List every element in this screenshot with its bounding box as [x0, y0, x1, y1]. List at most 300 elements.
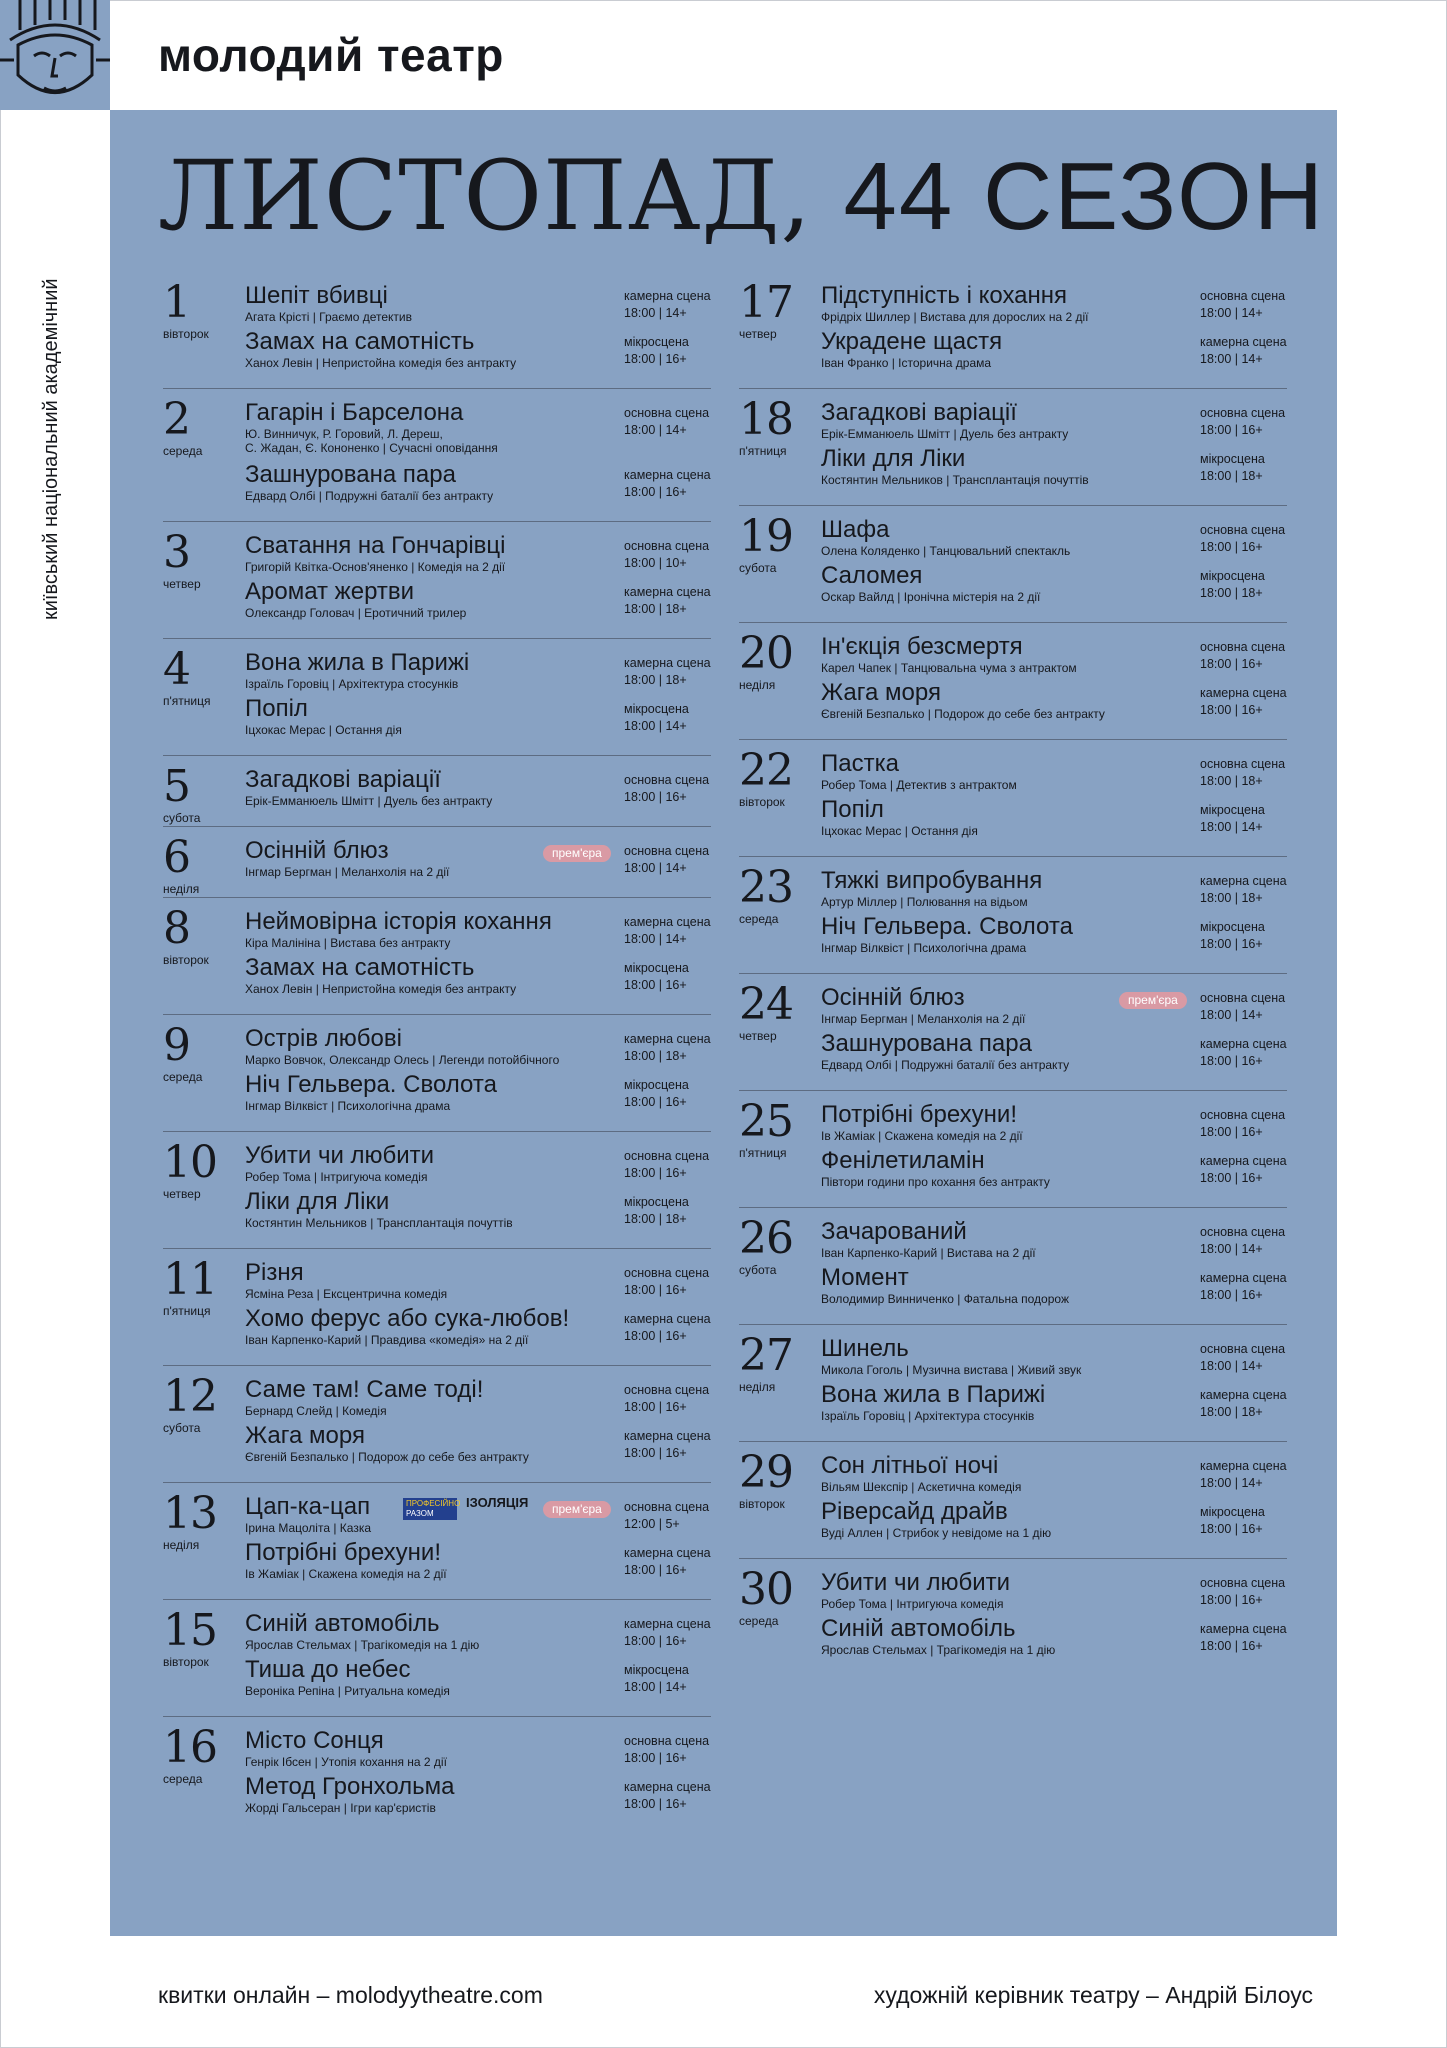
performance-item[interactable]	[163, 527, 711, 578]
performance-venue-time	[624, 334, 689, 368]
venue-name: камерна сцена	[1200, 1622, 1287, 1636]
month-title: ЛИСТОПАД,	[158, 140, 812, 252]
performance-venue-time	[624, 843, 709, 877]
day-weekday: неділя	[163, 882, 200, 896]
artistic-director: художній керівник театру – Андрій Білоус	[873, 1982, 1313, 2008]
venue-name: мікросцена	[624, 1078, 689, 1092]
schedule-column-right	[739, 272, 1287, 1675]
time-age: 18:00 | 14+	[624, 932, 687, 946]
day-block	[739, 272, 1287, 389]
venue-name: основна сцена	[624, 773, 710, 787]
time-age: 18:00 | 16+	[1200, 703, 1263, 717]
performance-item[interactable]	[739, 979, 1287, 1030]
performance-author-genre: Вуді Аллен | Стрибок у невідоме на 1 дію	[821, 1526, 1052, 1540]
performance-item[interactable]	[163, 277, 711, 328]
time-age: 18:00 | 14+	[624, 306, 687, 320]
performance-item[interactable]	[163, 903, 711, 954]
venue-name: камерна сцена	[1200, 335, 1287, 349]
day-weekday: вівторок	[739, 795, 785, 809]
day-block	[739, 1325, 1287, 1442]
performance-author-genre: Іцхокас Мерас | Остання дія	[821, 824, 978, 838]
time-age: 18:00 | 18+	[1200, 469, 1263, 483]
performance-title: Осінній блюз	[821, 984, 965, 1011]
performance-title: Фенілетиламін	[821, 1147, 985, 1174]
venue-name: камерна сцена	[624, 656, 711, 670]
performance-author-genre: Інгмар Вілквіст | Психологічна драма	[245, 1099, 451, 1113]
venue-name: основна сцена	[624, 1149, 710, 1163]
performance-venue-time	[624, 655, 711, 689]
performance-author-genre: Півтори години про кохання без антракту	[821, 1175, 1050, 1189]
performance-author-genre: Ів Жаміак | Скажена комедія на 2 дії	[821, 1129, 1023, 1143]
venue-name: основна сцена	[1200, 1576, 1286, 1590]
day-weekday: середа	[163, 1772, 203, 1786]
performance-item[interactable]	[739, 1030, 1287, 1076]
venue-name: мікросцена	[1200, 1505, 1265, 1519]
performance-venue-time	[624, 914, 711, 948]
performance-title: Зачарований	[821, 1218, 967, 1245]
performance-venue-time	[1200, 1107, 1285, 1141]
premiere-badge: прем'єра	[543, 845, 611, 862]
performance-title: Попіл	[821, 796, 884, 823]
performance-author-genre: Ірина Мацоліта | Казка	[245, 1521, 372, 1535]
performance-author-genre-line2: С. Жадан, Є. Кононенко | Сучасні оповідання	[245, 441, 498, 455]
performance-item[interactable]	[163, 1656, 711, 1702]
day-block	[739, 740, 1287, 857]
venue-name: мікросцена	[1200, 803, 1265, 817]
time-age: 18:00 | 16+	[1200, 1639, 1263, 1653]
performance-item[interactable]	[739, 862, 1287, 913]
day-block	[163, 1015, 711, 1132]
performance-venue-time	[1200, 1153, 1287, 1187]
time-age: 18:00 | 16+	[1200, 1054, 1263, 1068]
venue-name: основна сцена	[1200, 406, 1286, 420]
performance-item[interactable]	[739, 1213, 1287, 1264]
performance-item[interactable]	[739, 796, 1287, 842]
day-block	[163, 1600, 711, 1717]
day-number: 15	[163, 1605, 217, 1656]
performance-item[interactable]	[739, 1264, 1287, 1310]
performance-item[interactable]	[739, 1330, 1287, 1381]
performance-venue-time	[1200, 1575, 1285, 1609]
time-age: 18:00 | 16+	[1200, 423, 1263, 437]
performance-title: Попіл	[245, 695, 308, 722]
venue-name: мікросцена	[624, 1663, 689, 1677]
time-age: 18:00 | 16+	[624, 1095, 687, 1109]
performance-title: Замах на самотність	[245, 328, 475, 355]
performance-item[interactable]	[163, 644, 711, 695]
performance-author-genre: Ів Жаміак | Скажена комедія на 2 дії	[245, 1567, 447, 1581]
time-age: 18:00 | 16+	[624, 1446, 687, 1460]
day-number: 25	[739, 1096, 793, 1147]
day-number: 3	[163, 527, 190, 578]
venue-name: камерна сцена	[1200, 1154, 1287, 1168]
performance-author-genre: Ясміна Реза | Ексцентрична комедія	[245, 1287, 448, 1301]
day-number: 4	[163, 644, 190, 695]
day-number: 20	[739, 628, 793, 679]
performance-venue-time	[1200, 522, 1285, 556]
performance-venue-time	[1200, 451, 1265, 485]
day-block	[163, 1249, 711, 1366]
performance-venue-time	[1200, 1270, 1287, 1304]
day-block	[739, 1559, 1287, 1675]
performance-author-genre: Вероніка Репіна | Ритуальна комедія	[245, 1684, 450, 1698]
performance-venue-time	[1200, 1504, 1265, 1538]
performance-venue-time	[1200, 405, 1285, 439]
venue-name: мікросцена	[624, 961, 689, 975]
day-block	[163, 389, 711, 522]
day-number: 11	[163, 1254, 217, 1305]
performance-item[interactable]	[163, 461, 711, 507]
time-age: 12:00 | 5+	[624, 1517, 680, 1531]
performance-author-genre: Ярослав Стельмах | Трагікомедія на 1 дію	[245, 1638, 480, 1652]
performance-item[interactable]	[163, 328, 711, 374]
performance-item[interactable]	[739, 277, 1287, 328]
time-age: 18:00 | 16+	[624, 1283, 687, 1297]
performance-item[interactable]	[163, 1137, 711, 1188]
performance-title: Гагарін і Барселона	[245, 399, 464, 426]
performance-title: Загадкові варіації	[245, 766, 441, 793]
performance-item[interactable]	[739, 1447, 1287, 1498]
performance-title: Сватання на Гончарівці	[245, 532, 506, 559]
venue-name: основна сцена	[1200, 1225, 1286, 1239]
time-age: 18:00 | 16+	[624, 790, 687, 804]
day-block	[163, 1366, 711, 1483]
time-age: 18:00 | 16+	[624, 1634, 687, 1648]
performance-author-genre: Жорді Гальсеран | Ігри кар'єристів	[245, 1801, 436, 1815]
venue-name: мікросцена	[624, 702, 689, 716]
performance-author-genre: Олена Коляденко | Танцювальний спектакль	[821, 544, 1071, 558]
performance-author-genre: Ярослав Стельмах | Трагікомедія на 1 дію	[821, 1643, 1056, 1657]
time-age: 18:00 | 16+	[624, 1166, 687, 1180]
day-number: 16	[163, 1722, 217, 1773]
performance-title: Аромат жертви	[245, 578, 415, 605]
performance-item[interactable]	[163, 954, 711, 1000]
day-number: 30	[739, 1564, 793, 1615]
day-number: 1	[163, 277, 190, 328]
eu-partner-logo	[403, 1498, 461, 1520]
performance-venue-time	[1200, 334, 1287, 368]
time-age: 18:00 | 16+	[624, 1797, 687, 1811]
performance-item[interactable]	[163, 1020, 711, 1071]
performance-title: Тяжкі випробування	[821, 867, 1043, 894]
time-age: 18:00 | 16+	[1200, 657, 1263, 671]
day-number: 19	[739, 511, 793, 562]
day-number: 17	[739, 277, 793, 328]
time-age: 18:00 | 18+	[1200, 891, 1263, 905]
time-age: 18:00 | 16+	[624, 1563, 687, 1577]
performance-title: Украдене щастя	[821, 328, 1003, 355]
venue-name: основна сцена	[1200, 1342, 1286, 1356]
performance-venue-time	[624, 960, 689, 994]
time-age: 18:00 | 18+	[624, 602, 687, 616]
performance-item[interactable]	[163, 1371, 711, 1422]
day-weekday: четвер	[739, 327, 777, 341]
time-age: 18:00 | 14+	[624, 861, 687, 875]
performance-item[interactable]	[163, 1773, 711, 1819]
day-weekday: п'ятниця	[739, 444, 787, 458]
performance-item[interactable]	[163, 1305, 711, 1351]
performance-title: Ріверсайд драйв	[821, 1498, 1008, 1525]
venue-name: мікросцена	[1200, 920, 1265, 934]
performance-venue-time	[624, 1311, 711, 1345]
performance-author-genre: Володимир Винниченко | Фатальна подорож	[821, 1292, 1069, 1306]
day-weekday: п'ятниця	[739, 1146, 787, 1160]
day-number: 26	[739, 1213, 793, 1264]
performance-author-genre: Робер Тома | Інтригуюча комедія	[821, 1597, 1004, 1611]
day-number: 9	[163, 1020, 190, 1071]
time-age: 18:00 | 16+	[1200, 1171, 1263, 1185]
performance-venue-time	[624, 1194, 689, 1228]
venue-name: основна сцена	[1200, 991, 1286, 1005]
performance-author-genre: Оскар Вайлд | Іронічна містерія на 2 дії	[821, 590, 1041, 604]
tickets-online-link[interactable]: квитки онлайн – molodyytheatre.com	[158, 1982, 543, 2008]
venue-name: основна сцена	[1200, 289, 1286, 303]
time-age: 18:00 | 14+	[624, 719, 687, 733]
time-age: 18:00 | 16+	[624, 1751, 687, 1765]
time-age: 18:00 | 16+	[624, 1329, 687, 1343]
day-weekday: середа	[739, 912, 779, 926]
performance-item[interactable]	[739, 1564, 1287, 1615]
day-weekday: субота	[739, 561, 777, 575]
performance-title: Підступність і кохання	[821, 282, 1068, 309]
performance-item[interactable]	[739, 745, 1287, 796]
performance-item[interactable]	[163, 1722, 711, 1773]
performance-author-genre: Костянтин Мельников | Трансплантація почуттів	[245, 1216, 513, 1230]
time-age: 18:00 | 18+	[624, 673, 687, 687]
performance-title: Замах на самотність	[245, 954, 475, 981]
day-block	[163, 1132, 711, 1249]
performance-author-genre: Ізраїль Горовіц | Архітектура стосунків	[821, 1409, 1035, 1423]
eu-logo-line2: РАЗОМ	[406, 1509, 434, 1518]
day-weekday: субота	[163, 811, 201, 825]
performance-author-genre: Едвард Олбі | Подружні баталії без антракту	[821, 1058, 1070, 1072]
performance-venue-time	[624, 405, 709, 439]
performance-item[interactable]	[163, 1422, 711, 1468]
performance-item[interactable]	[739, 562, 1287, 608]
performance-item[interactable]	[739, 913, 1287, 959]
performance-item[interactable]	[163, 761, 711, 812]
day-number: 8	[163, 903, 190, 954]
day-number: 27	[739, 1330, 793, 1381]
performance-item[interactable]	[163, 1605, 711, 1656]
day-block	[739, 506, 1287, 623]
day-weekday: середа	[163, 444, 203, 458]
time-age: 18:00 | 16+	[1200, 1522, 1263, 1536]
performance-item[interactable]	[739, 1096, 1287, 1147]
day-block	[163, 898, 711, 1015]
performance-venue-time	[1200, 1458, 1287, 1492]
performance-venue-time	[1200, 1387, 1287, 1421]
day-weekday: субота	[163, 1421, 201, 1435]
performance-title: Острів любові	[245, 1025, 402, 1052]
performance-venue-time	[1200, 568, 1265, 602]
theatre-logo-icon	[0, 0, 110, 110]
performance-venue-time	[624, 1662, 689, 1696]
performance-venue-time	[624, 538, 709, 572]
day-block	[163, 272, 711, 389]
time-age: 18:00 | 14+	[624, 1680, 687, 1694]
venue-name: камерна сцена	[1200, 686, 1287, 700]
venue-name: основна сцена	[1200, 523, 1286, 537]
venue-name: камерна сцена	[624, 1312, 711, 1326]
venue-name: основна сцена	[624, 1734, 710, 1748]
day-weekday: п'ятниця	[163, 1304, 211, 1318]
day-block	[739, 1091, 1287, 1208]
time-age: 18:00 | 14+	[1200, 1242, 1263, 1256]
performance-title: Ніч Гельвера. Сволота	[821, 913, 1073, 940]
day-number: 23	[739, 862, 793, 913]
page-title	[158, 140, 1325, 252]
performance-venue-time	[624, 1545, 711, 1579]
performance-item[interactable]	[739, 679, 1287, 725]
performance-venue-time	[1200, 685, 1287, 719]
performance-item[interactable]	[739, 394, 1287, 445]
performance-title: Вона жила в Парижі	[821, 1381, 1046, 1408]
performance-venue-time	[624, 1779, 711, 1813]
performance-venue-time	[1200, 1341, 1285, 1375]
performance-item[interactable]	[739, 1147, 1287, 1193]
time-age: 18:00 | 18+	[624, 1049, 687, 1063]
day-weekday: вівторок	[163, 953, 209, 967]
performance-title: Неймовірна історія кохання	[245, 908, 552, 935]
day-weekday: п'ятниця	[163, 694, 211, 708]
venue-name: камерна сцена	[624, 1617, 711, 1631]
performance-venue-time	[624, 1382, 709, 1416]
day-number: 2	[163, 394, 190, 445]
performance-title: Осінній блюз	[245, 837, 389, 864]
performance-venue-time	[1200, 802, 1265, 836]
performance-author-genre: Кіра Малініна | Вистава без антракту	[245, 936, 451, 950]
performance-title: Метод Гронхольма	[245, 1773, 455, 1800]
performance-item[interactable]	[739, 328, 1287, 374]
performance-author-genre: Марко Вовчок, Олександр Олесь | Легенди потойбічного	[245, 1053, 560, 1067]
performance-venue-time	[624, 1148, 709, 1182]
time-age: 18:00 | 14+	[1200, 1008, 1263, 1022]
performance-author-genre: Ханох Левін | Непристойна комедія без антракту	[245, 356, 517, 370]
performance-title: Зашнурована пара	[821, 1030, 1032, 1057]
performance-title: Шафа	[821, 516, 890, 543]
day-number: 29	[739, 1447, 793, 1498]
season-title: 44 СЕЗОН	[843, 143, 1326, 250]
performance-item[interactable]	[739, 511, 1287, 562]
performance-item[interactable]	[163, 1539, 711, 1585]
venue-name: основна сцена	[1200, 1108, 1286, 1122]
day-block	[163, 639, 711, 756]
performance-venue-time	[1200, 873, 1287, 907]
performance-venue-time	[624, 1428, 711, 1462]
time-age: 18:00 | 16+	[624, 485, 687, 499]
day-weekday: неділя	[163, 1538, 200, 1552]
performance-item[interactable]	[739, 1615, 1287, 1661]
venue-name: камерна сцена	[624, 915, 711, 929]
performance-title: Убити чи любити	[245, 1142, 435, 1169]
performance-venue-time	[1200, 756, 1285, 790]
day-number: 22	[739, 745, 793, 796]
performance-venue-time	[1200, 919, 1265, 953]
performance-title: Жага моря	[821, 679, 941, 706]
performance-item[interactable]	[163, 1071, 711, 1117]
performance-author-genre: Карел Чапек | Танцювальна чума з антрактом	[821, 661, 1077, 675]
venue-name: камерна сцена	[1200, 1459, 1287, 1473]
time-age: 18:00 | 14+	[1200, 306, 1263, 320]
day-number: 5	[163, 761, 190, 812]
performance-title: Жага моря	[245, 1422, 365, 1449]
time-age: 18:00 | 16+	[1200, 1288, 1263, 1302]
performance-item[interactable]	[163, 832, 711, 883]
venue-name: камерна сцена	[1200, 1271, 1287, 1285]
venue-name: основна сцена	[624, 1383, 710, 1397]
time-age: 18:00 | 14+	[1200, 1359, 1263, 1373]
performance-author-genre: Ю. Винничук, Р. Горовий, Л. Дереш,	[245, 427, 443, 441]
brand-subtitle-vertical: київський національний академічний	[40, 278, 62, 620]
performance-item[interactable]	[739, 628, 1287, 679]
day-block	[739, 389, 1287, 506]
performance-venue-time	[624, 1265, 709, 1299]
brand-name: молодий театр	[158, 29, 504, 81]
day-block	[163, 522, 711, 639]
venue-name: мікросцена	[624, 335, 689, 349]
performance-item[interactable]	[163, 1188, 711, 1234]
performance-item[interactable]	[739, 1498, 1287, 1544]
day-weekday: неділя	[739, 1380, 776, 1394]
performance-venue-time	[1200, 639, 1285, 673]
day-number: 10	[163, 1137, 217, 1188]
performance-item[interactable]	[739, 445, 1287, 491]
day-block	[739, 1442, 1287, 1559]
day-weekday: неділя	[739, 678, 776, 692]
venue-name: камерна сцена	[624, 468, 711, 482]
performance-item[interactable]	[163, 695, 711, 741]
day-block	[163, 1483, 711, 1600]
venue-name: основна сцена	[624, 406, 710, 420]
izolyatsia-logo: ІЗОЛЯЦІЯ	[466, 1495, 529, 1510]
performance-item[interactable]	[163, 394, 711, 461]
venue-name: камерна сцена	[624, 1780, 711, 1794]
venue-name: камерна сцена	[1200, 1037, 1287, 1051]
performance-title: Тиша до небес	[245, 1656, 411, 1683]
performance-venue-time	[624, 584, 711, 618]
performance-author-genre: Микола Гоголь | Музична вистава | Живий звук	[821, 1363, 1082, 1377]
day-number: 18	[739, 394, 793, 445]
performance-venue-time	[1200, 1036, 1287, 1070]
eu-logo-line1: ПРОФЕСІЙНО	[406, 1499, 461, 1508]
performance-venue-time	[624, 1077, 689, 1111]
performance-author-genre: Едвард Олбі | Подружні баталії без антракту	[245, 489, 494, 503]
time-age: 18:00 | 16+	[624, 352, 687, 366]
performance-title: Сон літньої ночі	[821, 1452, 999, 1479]
day-block	[739, 623, 1287, 740]
venue-name: камерна сцена	[624, 1546, 711, 1560]
performance-venue-time	[624, 1733, 709, 1767]
performance-author-genre: Фрідріх Шиллер | Вистава для дорослих на 2 дії	[821, 310, 1089, 324]
performance-item[interactable]	[163, 1254, 711, 1305]
day-weekday: вівторок	[163, 327, 209, 341]
time-age: 18:00 | 16+	[1200, 937, 1263, 951]
venue-name: мікросцена	[1200, 569, 1265, 583]
time-age: 18:00 | 16+	[624, 1400, 687, 1414]
performance-author-genre: Костянтин Мельников | Трансплантація почуттів	[821, 473, 1089, 487]
performance-venue-time	[624, 467, 711, 501]
performance-author-genre: Олександр Головач | Еротичний трилер	[245, 606, 467, 620]
performance-title: Синій автомобіль	[821, 1615, 1016, 1642]
performance-item[interactable]	[739, 1381, 1287, 1427]
day-block	[163, 756, 711, 827]
performance-item[interactable]	[163, 1488, 711, 1539]
performance-venue-time	[624, 1031, 711, 1065]
performance-title: Убити чи любити	[821, 1569, 1011, 1596]
performance-item[interactable]	[163, 578, 711, 624]
day-number: 24	[739, 979, 793, 1030]
